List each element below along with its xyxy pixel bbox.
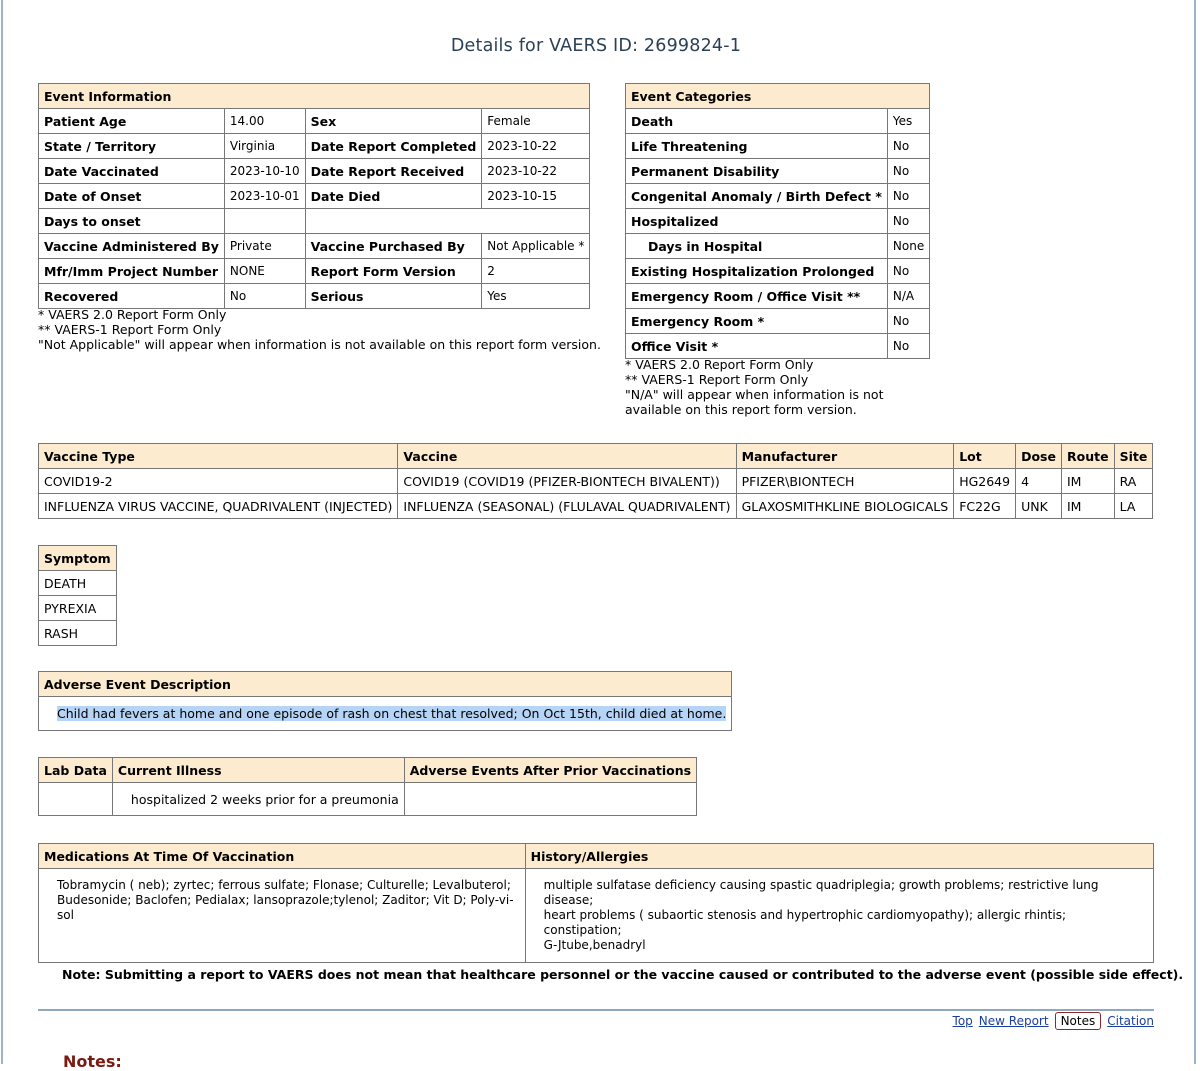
value-mfr-project-number: NONE <box>224 259 305 284</box>
col-manufacturer: Manufacturer <box>736 444 954 469</box>
value-date-report-received: 2023-10-22 <box>482 159 590 184</box>
value-vaccine-purchased-by: Not Applicable * <box>482 234 590 259</box>
value-congenital-anomaly: No <box>887 184 929 209</box>
label-emergency-room: Emergency Room * <box>626 309 888 334</box>
table-row <box>39 494 1153 519</box>
table-row <box>39 234 590 259</box>
label-patient-age: Patient Age <box>39 109 225 134</box>
event-information-footnotes <box>38 307 601 352</box>
history-allergies-text <box>525 869 1153 963</box>
table-row <box>39 209 590 234</box>
cell-vaccine-type: INFLUENZA VIRUS VACCINE, QUADRIVALENT (INJECTED) <box>39 494 398 519</box>
cell-vaccine-type: COVID19-2 <box>39 469 398 494</box>
cell-site: LA <box>1114 494 1153 519</box>
table-row <box>39 596 117 621</box>
label-date-died: Date Died <box>305 184 482 209</box>
label-vaccine-purchased-by: Vaccine Purchased By <box>305 234 482 259</box>
label-vaccine-administered-by: Vaccine Administered By <box>39 234 225 259</box>
col-vaccine: Vaccine <box>398 444 736 469</box>
event-information-table <box>38 83 590 309</box>
value-days-in-hospital: None <box>887 234 929 259</box>
medications-line: sol <box>57 908 74 922</box>
event-information-header: Event Information <box>39 84 590 109</box>
table-row <box>39 621 117 646</box>
label-days-to-onset: Days to onset <box>39 209 225 234</box>
empty-cell <box>305 209 590 234</box>
label-date-vaccinated: Date Vaccinated <box>39 159 225 184</box>
value-permanent-disability: No <box>887 159 929 184</box>
footnote: * VAERS 2.0 Report Form Only <box>625 357 814 372</box>
medications-line: Budesonide; Baclofen; Pedialax; lansoprazole;tylenol; Zaditor; Vit D; Poly-vi- <box>57 893 514 907</box>
table-row <box>39 869 1154 963</box>
table-row <box>626 109 930 134</box>
history-line: heart problems ( subaortic stenosis and hypertrophic cardiomyopathy); allergic rhintis; constipation; <box>543 908 1067 937</box>
col-lab-data: Lab Data <box>39 758 113 783</box>
adverse-event-header: Adverse Event Description <box>39 672 732 697</box>
label-recovered: Recovered <box>39 284 225 309</box>
label-date-of-onset: Date of Onset <box>39 184 225 209</box>
medications-line: Tobramycin ( neb); zyrtec; ferrous sulfate; Flonase; Culturelle; Levalbuterol; <box>57 878 511 892</box>
table-row <box>626 334 930 359</box>
label-date-report-received: Date Report Received <box>305 159 482 184</box>
table-row <box>39 109 590 134</box>
table-row <box>39 284 590 309</box>
cell-dose: 4 <box>1016 469 1062 494</box>
value-state: Virginia <box>224 134 305 159</box>
col-dose: Dose <box>1016 444 1062 469</box>
table-row <box>626 259 930 284</box>
col-medications: Medications At Time Of Vaccination <box>39 844 526 869</box>
symptom-item: DEATH <box>39 571 117 596</box>
table-row <box>626 234 930 259</box>
history-line: G-Jtube,benadryl <box>543 938 646 952</box>
table-row <box>39 469 1153 494</box>
value-date-of-onset: 2023-10-01 <box>224 184 305 209</box>
col-site: Site <box>1114 444 1153 469</box>
table-row <box>39 184 590 209</box>
value-vaccine-administered-by: Private <box>224 234 305 259</box>
value-prior-adverse-events <box>404 783 696 816</box>
table-row <box>626 184 930 209</box>
label-sex: Sex <box>305 109 482 134</box>
lab-illness-table <box>38 757 697 816</box>
table-row <box>39 159 590 184</box>
value-recovered: No <box>224 284 305 309</box>
value-existing-hospitalization-prolonged: No <box>887 259 929 284</box>
top-link[interactable]: Top <box>952 1014 973 1028</box>
divider <box>38 1009 1154 1011</box>
symptom-item: RASH <box>39 621 117 646</box>
symptom-table <box>38 545 117 646</box>
medications-history-table <box>38 843 1154 963</box>
table-row <box>39 259 590 284</box>
notes-heading: Notes: <box>63 1052 122 1071</box>
label-date-report-completed: Date Report Completed <box>305 134 482 159</box>
footnote: "Not Applicable" will appear when information is not available on this report form version. <box>38 337 601 352</box>
value-patient-age: 14.00 <box>224 109 305 134</box>
new-report-link[interactable]: New Report <box>978 1014 1049 1028</box>
value-date-report-completed: 2023-10-22 <box>482 134 590 159</box>
value-serious: Yes <box>482 284 590 309</box>
value-er-office-visit: N/A <box>887 284 929 309</box>
label-permanent-disability: Permanent Disability <box>626 159 888 184</box>
footnote: available on this report form version. <box>625 402 857 417</box>
col-current-illness: Current Illness <box>112 758 404 783</box>
footnote: "N/A" will appear when information is not <box>625 387 884 402</box>
event-categories-footnotes <box>625 357 883 417</box>
label-er-office-visit: Emergency Room / Office Visit ** <box>626 284 888 309</box>
adverse-event-cell <box>39 697 732 731</box>
value-days-to-onset <box>224 209 305 234</box>
cell-manufacturer: GLAXOSMITHKLINE BIOLOGICALS <box>736 494 954 519</box>
footnote: ** VAERS-1 Report Form Only <box>38 322 222 337</box>
col-route: Route <box>1061 444 1114 469</box>
value-date-vaccinated: 2023-10-10 <box>224 159 305 184</box>
citation-link[interactable]: Citation <box>1107 1014 1154 1028</box>
value-report-form-version: 2 <box>482 259 590 284</box>
label-congenital-anomaly: Congenital Anomaly / Birth Defect * <box>626 184 888 209</box>
label-state: State / Territory <box>39 134 225 159</box>
value-life-threatening: No <box>887 134 929 159</box>
table-row <box>626 309 930 334</box>
medications-text <box>39 869 526 963</box>
page-title: Details for VAERS ID: 2699824-1 <box>450 36 742 56</box>
table-row <box>626 134 930 159</box>
table-row <box>39 134 590 159</box>
footnote: * VAERS 2.0 Report Form Only <box>38 307 227 322</box>
cell-manufacturer: PFIZER\BIONTECH <box>736 469 954 494</box>
cell-route: IM <box>1061 469 1114 494</box>
notes-tab[interactable]: Notes <box>1055 1012 1102 1030</box>
value-date-died: 2023-10-15 <box>482 184 590 209</box>
cell-vaccine: COVID19 (COVID19 (PFIZER-BIONTECH BIVALENT)) <box>398 469 736 494</box>
value-death: Yes <box>887 109 929 134</box>
adverse-event-description[interactable]: Child had fevers at home and one episode of rash on chest that resolved; On Oct 15th, child died at home. <box>57 706 727 721</box>
value-hospitalized: No <box>887 209 929 234</box>
event-categories-header: Event Categories <box>626 84 930 109</box>
label-serious: Serious <box>305 284 482 309</box>
cell-route: IM <box>1061 494 1114 519</box>
label-office-visit: Office Visit * <box>626 334 888 359</box>
cell-site: RA <box>1114 469 1153 494</box>
label-life-threatening: Life Threatening <box>626 134 888 159</box>
adverse-event-table <box>38 671 732 731</box>
link-bar <box>947 1012 1154 1030</box>
label-mfr-project-number: Mfr/Imm Project Number <box>39 259 225 284</box>
col-symptom: Symptom <box>39 546 117 571</box>
table-row <box>626 159 930 184</box>
col-lot: Lot <box>954 444 1016 469</box>
cell-lot: HG2649 <box>954 469 1016 494</box>
value-lab-data <box>39 783 113 816</box>
value-current-illness: hospitalized 2 weeks prior for a preumonia <box>112 783 404 816</box>
label-existing-hospitalization-prolonged: Existing Hospitalization Prolonged <box>626 259 888 284</box>
event-categories-table <box>625 83 930 359</box>
footnote: ** VAERS-1 Report Form Only <box>625 372 809 387</box>
label-days-in-hospital: Days in Hospital <box>626 234 888 259</box>
label-death: Death <box>626 109 888 134</box>
cell-dose: UNK <box>1016 494 1062 519</box>
value-office-visit: No <box>887 334 929 359</box>
symptom-item: PYREXIA <box>39 596 117 621</box>
table-row <box>626 209 930 234</box>
col-vaccine-type: Vaccine Type <box>39 444 398 469</box>
col-prior-adverse-events: Adverse Events After Prior Vaccinations <box>404 758 696 783</box>
col-history-allergies: History/Allergies <box>525 844 1153 869</box>
cell-vaccine: INFLUENZA (SEASONAL) (FLULAVAL QUADRIVALENT) <box>398 494 736 519</box>
cell-lot: FC22G <box>954 494 1016 519</box>
value-emergency-room: No <box>887 309 929 334</box>
table-row <box>39 783 697 816</box>
label-hospitalized: Hospitalized <box>626 209 888 234</box>
disclaimer-note: Note: Submitting a report to VAERS does not mean that healthcare personnel or the vaccine caused or contributed to the adverse event (possible side effect). <box>62 967 1184 982</box>
table-row <box>39 571 117 596</box>
vaccine-table <box>38 443 1153 519</box>
table-row <box>626 284 930 309</box>
history-line: multiple sulfatase deficiency causing spastic quadriplegia; growth problems; restrictive lung disease; <box>543 878 1099 907</box>
value-sex: Female <box>482 109 590 134</box>
label-report-form-version: Report Form Version <box>305 259 482 284</box>
